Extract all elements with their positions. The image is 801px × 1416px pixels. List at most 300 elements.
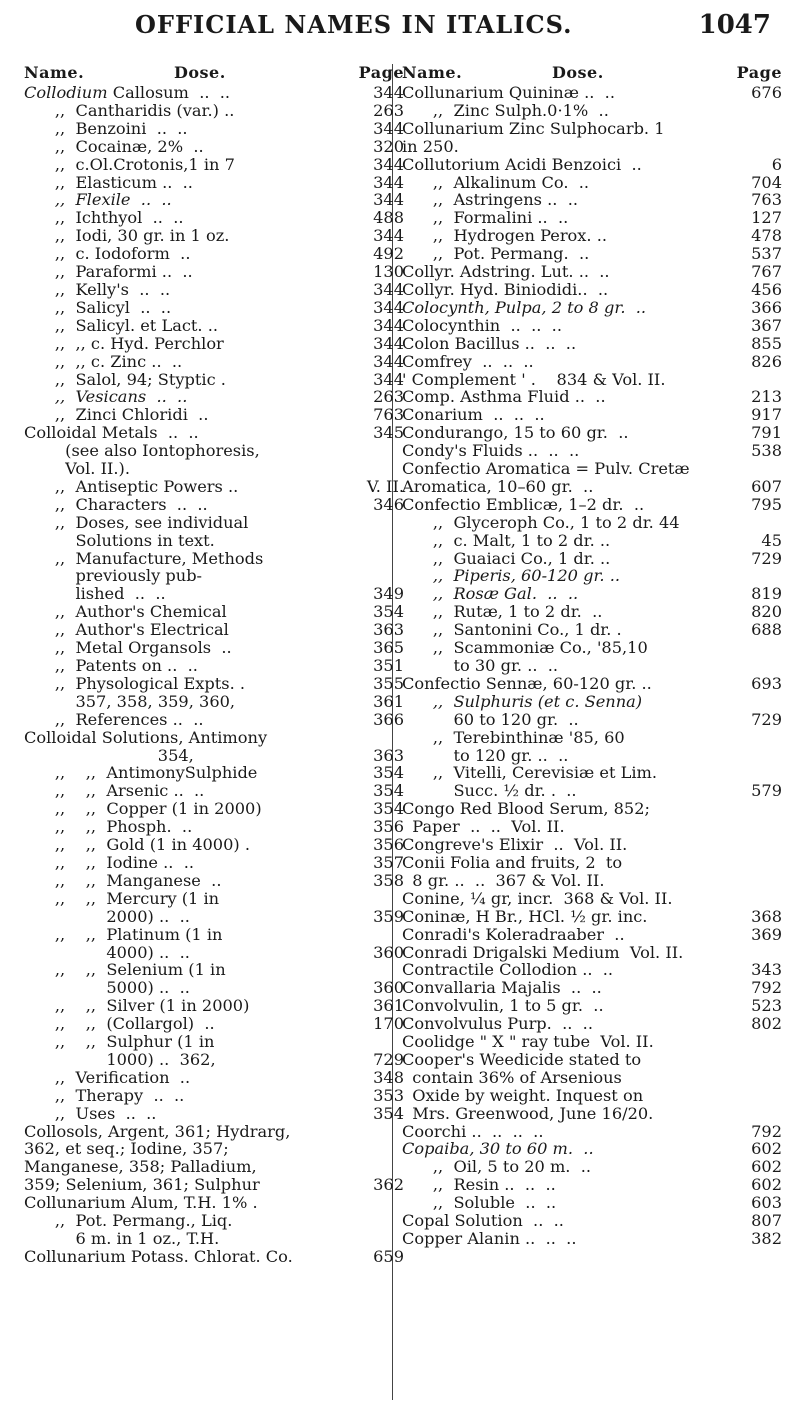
entry-text: ,, Elasticum .. .. bbox=[24, 172, 193, 192]
entry-text: ,, c. Malt, 1 to 2 dr. .. bbox=[402, 530, 611, 550]
entry-page: 792 bbox=[751, 978, 782, 998]
entry-text: ,, ,, Sulphur (1 in bbox=[24, 1032, 215, 1052]
entry-text: ,, Rosæ Gal. .. .. bbox=[402, 584, 579, 604]
entry-page: 353 bbox=[373, 1085, 404, 1105]
index-entry bbox=[402, 979, 782, 997]
entry-page: 676 bbox=[751, 83, 782, 102]
entry-page: 360 bbox=[373, 942, 404, 962]
index-entry bbox=[24, 209, 404, 227]
entry-text: Collosols, Argent, 361; Hydrarg, bbox=[24, 1121, 291, 1141]
index-entry bbox=[402, 836, 782, 854]
index-entry bbox=[24, 1087, 404, 1105]
entry-page: 363 bbox=[373, 745, 404, 765]
index-entry bbox=[402, 263, 782, 281]
entry-page: 602 bbox=[751, 1157, 782, 1177]
entry-page: 354 bbox=[373, 602, 404, 622]
index-entry bbox=[402, 406, 782, 424]
entry-text: ,, Zinc Sulph.0·1% .. bbox=[402, 100, 609, 120]
entry-text: 354, bbox=[24, 745, 194, 765]
entry-page: 360 bbox=[373, 978, 404, 998]
entry-page: 365 bbox=[373, 638, 404, 658]
entry-text: to 120 gr. .. .. bbox=[402, 745, 569, 765]
entry-text: ,, ,, Manganese .. bbox=[24, 870, 222, 890]
page-number: 1047 bbox=[698, 10, 771, 40]
entry-text: Conine, ¼ gr, incr. 368 & Vol. II. bbox=[402, 888, 673, 908]
index-entry bbox=[24, 299, 404, 317]
index-entry bbox=[402, 1105, 782, 1123]
entry-text: Colocynthin .. .. .. bbox=[402, 315, 562, 335]
entry-text: ,, Terebinthinæ '85, 60 bbox=[402, 727, 625, 747]
index-entry bbox=[24, 1140, 404, 1158]
index-entry bbox=[24, 818, 404, 836]
index-entry bbox=[24, 1015, 404, 1033]
entry-text: ,, Vitelli, Cerevisiæ et Lim. bbox=[402, 763, 658, 783]
index-entry bbox=[24, 371, 404, 389]
index-entry bbox=[24, 675, 404, 693]
index-entry bbox=[402, 1015, 782, 1033]
index-entry bbox=[402, 818, 782, 836]
index-entry bbox=[402, 1176, 782, 1194]
index-entry bbox=[24, 764, 404, 782]
index-entry bbox=[24, 478, 404, 496]
index-entry bbox=[402, 102, 782, 120]
entry-text: Collunarium Zinc Sulphocarb. 1 bbox=[402, 118, 665, 138]
entry-page: 45 bbox=[761, 530, 782, 550]
entry-text: Conii Folia and fruits, 2 to bbox=[402, 852, 623, 872]
entry-text: 8 gr. .. .. 367 & Vol. II. bbox=[402, 870, 605, 890]
entry-text: ,, ,, Copper (1 in 2000) bbox=[24, 799, 262, 819]
index-entry bbox=[402, 711, 782, 729]
index-entry bbox=[24, 1230, 404, 1248]
right-column bbox=[402, 64, 782, 1248]
entry-text: ,, Zinci Chloridi .. bbox=[24, 405, 209, 425]
entry-text: Confectio Emblicæ, 1–2 dr. .. bbox=[402, 494, 645, 514]
entry-page: 6 bbox=[771, 154, 782, 174]
index-entry bbox=[402, 585, 782, 603]
index-entry bbox=[24, 550, 404, 568]
index-entry bbox=[402, 496, 782, 514]
entry-text: Collunarium Alum, T.H. 1% . bbox=[24, 1193, 258, 1213]
index-entry bbox=[24, 496, 404, 514]
index-entry bbox=[24, 1051, 404, 1069]
index-entry bbox=[402, 550, 782, 568]
entry-page: 170 bbox=[373, 1014, 404, 1034]
index-entry bbox=[402, 1087, 782, 1105]
entry-text: ,, Characters .. .. bbox=[24, 494, 208, 514]
index-entry bbox=[402, 174, 782, 192]
index-entry bbox=[24, 944, 404, 962]
index-entry bbox=[24, 872, 404, 890]
entry-text: Cooper's Weedicide stated to bbox=[402, 1049, 642, 1069]
index-entry bbox=[24, 532, 404, 550]
index-entry bbox=[402, 800, 782, 818]
entry-text: ,, Scammoniæ Co., '85,10 bbox=[402, 638, 648, 658]
entry-page: 357 bbox=[373, 852, 404, 872]
entry-page: 538 bbox=[751, 441, 782, 461]
entry-text: ,, Sulphuris (et c. Senna) bbox=[402, 691, 643, 711]
index-entry bbox=[402, 478, 782, 496]
index-entry bbox=[402, 138, 782, 156]
dose-heading: Dose. bbox=[552, 63, 604, 82]
entry-page: 348 bbox=[373, 1067, 404, 1087]
entry-text: Coorchi .. .. .. .. bbox=[402, 1121, 544, 1141]
entry-page: 607 bbox=[751, 476, 782, 496]
entry-text: previously pub- bbox=[24, 566, 203, 586]
entry-text: ,, ,, c. Zinc .. .. bbox=[24, 351, 183, 371]
entry-page: 354 bbox=[373, 1103, 404, 1123]
entry-page: 355 bbox=[373, 673, 404, 693]
entry-text: ,, ,, Platinum (1 in bbox=[24, 924, 223, 944]
entry-page: 492 bbox=[373, 244, 404, 264]
entry-text: Convolvulin, 1 to 5 gr. .. bbox=[402, 996, 604, 1016]
entry-page: 344 bbox=[373, 279, 404, 299]
index-entry bbox=[402, 299, 782, 317]
entry-text: ,, Vesicans .. .. bbox=[24, 387, 188, 407]
entry-page: 344 bbox=[373, 226, 404, 246]
entry-page: 369 bbox=[751, 924, 782, 944]
entry-text: ,, Oil, 5 to 20 m. .. bbox=[402, 1157, 592, 1177]
entry-text: ,, ,, c. Hyd. Perchlor bbox=[24, 333, 224, 353]
index-entry bbox=[24, 1105, 404, 1123]
index-entry bbox=[24, 263, 404, 281]
entry-text: Succ. ½ dr. . .. bbox=[402, 781, 577, 801]
entry-text: ,, Glyceroph Co., 1 to 2 dr. 44 bbox=[402, 512, 680, 532]
index-entry bbox=[402, 514, 782, 532]
entry-page: 130 bbox=[373, 262, 404, 282]
entry-text: 1000) .. 362, bbox=[24, 1049, 216, 1069]
entry-text: ,, Astringens .. .. bbox=[402, 190, 578, 210]
entry-page: 523 bbox=[751, 996, 782, 1016]
entry-text: Colon Bacillus .. .. .. bbox=[402, 333, 577, 353]
entry-text: ,, Flexile .. .. bbox=[24, 190, 172, 210]
entry-page: 344 bbox=[373, 351, 404, 371]
entry-text: ,, Patents on .. .. bbox=[24, 656, 198, 675]
entry-text: (see also Iontophoresis, bbox=[24, 441, 260, 461]
entry-text: Congo Red Blood Serum, 852; bbox=[402, 799, 650, 819]
entry-text: 357, 358, 359, 360, bbox=[24, 691, 236, 711]
entry-page: 344 bbox=[373, 172, 404, 192]
index-entry bbox=[402, 872, 782, 890]
index-entry bbox=[24, 406, 404, 424]
index-entry bbox=[402, 997, 782, 1015]
entry-text: 4000) .. .. bbox=[24, 942, 190, 962]
index-entry bbox=[402, 442, 782, 460]
entry-text: ,, Uses .. .. bbox=[24, 1103, 157, 1123]
entry-lead: Collodium bbox=[24, 83, 108, 102]
page-title: OFFICIAL NAMES IN ITALICS. bbox=[135, 10, 573, 39]
entry-text: Confectio Aromatica = Pulv. Cretæ bbox=[402, 459, 690, 479]
index-entry bbox=[24, 836, 404, 854]
index-entry bbox=[24, 908, 404, 926]
index-entry bbox=[402, 1194, 782, 1212]
entry-text: Condurango, 15 to 60 gr. .. bbox=[402, 423, 629, 443]
entry-text: Coolidge " X " ray tube Vol. II. bbox=[402, 1032, 654, 1052]
dose-heading: Dose. bbox=[174, 63, 226, 82]
index-entry bbox=[24, 926, 404, 944]
entry-text: ,, ,, Phosph. .. bbox=[24, 817, 193, 837]
entry-page: 802 bbox=[751, 1014, 782, 1034]
index-entry bbox=[402, 335, 782, 353]
index-entry bbox=[402, 191, 782, 209]
entry-text: ,, Formalini .. .. bbox=[402, 208, 569, 228]
index-entry bbox=[24, 353, 404, 371]
index-entry bbox=[402, 1123, 782, 1141]
entry-text: Congreve's Elixir .. Vol. II. bbox=[402, 835, 628, 855]
entry-text: ,, Verification .. bbox=[24, 1067, 191, 1087]
index-entry bbox=[24, 514, 404, 532]
entry-page: 354 bbox=[373, 763, 404, 783]
entry-page: 456 bbox=[751, 279, 782, 299]
index-entry bbox=[402, 908, 782, 926]
entry-page: 213 bbox=[751, 387, 782, 407]
entry-text: Copaiba, 30 to 60 m. .. bbox=[402, 1139, 594, 1159]
entry-text: ,, Santonini Co., 1 dr. . bbox=[402, 620, 622, 640]
index-entry bbox=[24, 227, 404, 245]
entry-page: 349 bbox=[373, 584, 404, 604]
page-header bbox=[0, 4, 801, 44]
left-column-header bbox=[24, 64, 404, 84]
entry-text: ,, Pot. Permang., Liq. bbox=[24, 1211, 233, 1231]
entry-page: 359 bbox=[373, 906, 404, 926]
entry-text: Conarium .. .. .. bbox=[402, 405, 545, 425]
index-entry bbox=[24, 567, 404, 585]
entry-page: 343 bbox=[751, 960, 782, 980]
entry-page: 367 bbox=[751, 315, 782, 335]
entry-text: 2000) .. .. bbox=[24, 906, 190, 926]
entry-text: ,, Cocainæ, 2% .. bbox=[24, 136, 204, 156]
entry-page: 344 bbox=[373, 333, 404, 353]
entry-text: Oxide by weight. Inquest on bbox=[402, 1085, 644, 1105]
entry-text: ,, Therapy .. .. bbox=[24, 1085, 185, 1105]
index-entry bbox=[24, 890, 404, 908]
page-heading: Page bbox=[736, 63, 782, 82]
entry-page: 344 bbox=[373, 154, 404, 174]
index-entry bbox=[24, 156, 404, 174]
entry-page: 729 bbox=[751, 709, 782, 729]
entry-page: 263 bbox=[373, 387, 404, 407]
index-entry bbox=[402, 926, 782, 944]
index-entry bbox=[24, 120, 404, 138]
index-entry bbox=[24, 979, 404, 997]
index-entry bbox=[24, 1123, 404, 1141]
index-entry bbox=[24, 711, 404, 729]
entry-page: 358 bbox=[373, 870, 404, 890]
index-entry bbox=[402, 388, 782, 406]
entry-text: Comfrey .. .. .. bbox=[402, 351, 534, 371]
index-entry bbox=[402, 657, 782, 675]
index-entry bbox=[24, 1033, 404, 1051]
index-entry bbox=[24, 335, 404, 353]
entry-text: Collyr. Adstring. Lut. .. .. bbox=[402, 262, 610, 282]
entry-page: 478 bbox=[751, 226, 782, 246]
entry-text: Paper .. .. Vol. II. bbox=[402, 817, 565, 837]
index-entry bbox=[24, 138, 404, 156]
entry-page: 693 bbox=[751, 673, 782, 693]
index-entry bbox=[402, 782, 782, 800]
page-heading: Page bbox=[358, 63, 404, 82]
entry-page: 345 bbox=[373, 423, 404, 443]
index-entry bbox=[402, 693, 782, 711]
index-entry bbox=[402, 621, 782, 639]
entry-text: ,, ,, Arsenic .. .. bbox=[24, 781, 205, 801]
entry-text: Conradi's Koleradraaber .. bbox=[402, 924, 625, 944]
entry-page: 361 bbox=[373, 691, 404, 711]
index-entry bbox=[402, 603, 782, 621]
entry-text: ' Complement ' . 834 & Vol. II. bbox=[402, 369, 666, 389]
index-entry bbox=[402, 1069, 782, 1087]
entry-page: 344 bbox=[373, 315, 404, 335]
entry-page: 792 bbox=[751, 1121, 782, 1141]
left-column bbox=[24, 64, 404, 1266]
entry-text: ,, ,, Mercury (1 in bbox=[24, 888, 220, 908]
index-entry bbox=[402, 639, 782, 657]
entry-text: Collyr. Hyd. Biniodidi.. .. bbox=[402, 279, 609, 299]
index-entry bbox=[402, 424, 782, 442]
index-entry bbox=[24, 693, 404, 711]
index-entry bbox=[24, 1158, 404, 1176]
index-entry bbox=[402, 209, 782, 227]
index-entry bbox=[24, 281, 404, 299]
entry-text: Colocynth, Pulpa, 2 to 8 gr. .. bbox=[402, 297, 647, 317]
entry-text: ,, Ichthyol .. .. bbox=[24, 208, 184, 228]
entry-text: ,, Rutæ, 1 to 2 dr. .. bbox=[402, 602, 603, 622]
name-heading: Name. bbox=[402, 63, 463, 82]
right-column-header bbox=[402, 64, 782, 84]
name-heading: Name. bbox=[24, 63, 85, 82]
entry-text: ,, Benzoini .. .. bbox=[24, 118, 188, 138]
index-entry bbox=[24, 657, 404, 675]
index-entry bbox=[402, 961, 782, 979]
index-entry bbox=[24, 317, 404, 335]
entry-page: 820 bbox=[751, 602, 782, 622]
entry-text: Collutorium Acidi Benzoici .. bbox=[402, 154, 642, 174]
entry-text: ,, Resin .. .. .. bbox=[402, 1175, 556, 1195]
entry-text: Aromatica, 10–60 gr. .. bbox=[402, 476, 594, 496]
index-entry bbox=[402, 764, 782, 782]
index-entry bbox=[402, 156, 782, 174]
index-entry bbox=[24, 1248, 404, 1266]
entry-text: ,, Pot. Permang. .. bbox=[402, 244, 590, 264]
entry-text: Callosum .. .. bbox=[107, 83, 231, 102]
index-entry bbox=[402, 944, 782, 962]
entry-text: Colloidal Metals .. .. bbox=[24, 423, 199, 443]
entry-text: Copper Alanin .. .. .. bbox=[402, 1229, 577, 1248]
entry-text: ,, Paraformi .. .. bbox=[24, 262, 193, 282]
entry-text: ,, ,, Selenium (1 in bbox=[24, 960, 226, 980]
entry-text: ,, ,, Silver (1 in 2000) bbox=[24, 996, 250, 1016]
entry-text: ,, Guaiaci Co., 1 dr. .. bbox=[402, 548, 611, 568]
entry-page: 855 bbox=[751, 333, 782, 353]
entry-text: ,, Salicyl .. .. bbox=[24, 297, 172, 317]
entry-page: 320 bbox=[373, 136, 404, 156]
index-entry bbox=[24, 102, 404, 120]
index-entry bbox=[402, 1033, 782, 1051]
index-entry bbox=[402, 120, 782, 138]
entry-page: 603 bbox=[751, 1193, 782, 1213]
entry-page: 356 bbox=[373, 817, 404, 837]
entry-page: 537 bbox=[751, 244, 782, 264]
entry-page: 704 bbox=[751, 172, 782, 192]
index-entry bbox=[24, 388, 404, 406]
index-entry bbox=[24, 191, 404, 209]
index-entry bbox=[24, 442, 404, 460]
entry-page: 368 bbox=[751, 906, 782, 926]
entry-text: ,, Salol, 94; Styptic . bbox=[24, 369, 226, 389]
entry-page: 763 bbox=[373, 405, 404, 425]
index-entry bbox=[24, 585, 404, 603]
entry-text: ,, Iodi, 30 gr. in 1 oz. bbox=[24, 226, 230, 246]
entry-page: 795 bbox=[751, 494, 782, 514]
entry-page: 382 bbox=[751, 1229, 782, 1248]
entry-text: Condy's Fluids .. .. .. bbox=[402, 441, 580, 461]
index-entry bbox=[24, 245, 404, 263]
entry-page: 366 bbox=[751, 297, 782, 317]
index-entry bbox=[24, 621, 404, 639]
index-entry bbox=[24, 1069, 404, 1087]
entry-page: 344 bbox=[373, 369, 404, 389]
entry-page: 659 bbox=[373, 1246, 404, 1266]
entry-page: 363 bbox=[373, 620, 404, 640]
entry-page: 263 bbox=[373, 100, 404, 120]
entry-text: Manganese, 358; Palladium, bbox=[24, 1157, 257, 1177]
index-entry bbox=[402, 747, 782, 765]
index-entry bbox=[402, 281, 782, 299]
entry-text: ,, c. Iodoform .. bbox=[24, 244, 191, 264]
entry-text: ,, ,, Iodine .. .. bbox=[24, 852, 195, 872]
entry-text: Coninæ, H Br., HCl. ½ gr. inc. bbox=[402, 906, 648, 926]
index-entry bbox=[24, 997, 404, 1015]
entry-text: 359; Selenium, 361; Sulphur bbox=[24, 1175, 260, 1195]
entry-page: 826 bbox=[751, 351, 782, 371]
entry-text: ,, References .. .. bbox=[24, 709, 204, 729]
entry-page: 361 bbox=[373, 996, 404, 1016]
entry-page: 602 bbox=[751, 1139, 782, 1159]
entry-page: 344 bbox=[373, 297, 404, 317]
entry-page: 729 bbox=[373, 1049, 404, 1069]
entry-page: 763 bbox=[751, 190, 782, 210]
entry-text: ,, Manufacture, Methods bbox=[24, 548, 264, 568]
index-entry bbox=[402, 675, 782, 693]
entry-text: 6 m. in 1 oz., T.H. bbox=[24, 1229, 220, 1248]
entry-text: Vol. II.). bbox=[24, 459, 130, 479]
entry-page: 579 bbox=[751, 781, 782, 801]
entry-page: 362 bbox=[373, 1175, 404, 1195]
entry-page: 366 bbox=[373, 709, 404, 729]
index-entry bbox=[24, 603, 404, 621]
index-entry bbox=[24, 424, 404, 442]
entry-text: ,, Author's Chemical bbox=[24, 602, 227, 622]
entry-page: 488 bbox=[373, 208, 404, 228]
index-entry bbox=[402, 227, 782, 245]
index-entry bbox=[402, 245, 782, 263]
index-entry bbox=[24, 854, 404, 872]
entry-text: ,, Alkalinum Co. .. bbox=[402, 172, 590, 192]
entry-text: ,, Hydrogen Perox. .. bbox=[402, 226, 608, 246]
entry-text: Confectio Sennæ, 60-120 gr. .. bbox=[402, 673, 652, 693]
entry-page: 344 bbox=[373, 118, 404, 138]
index-entry bbox=[402, 854, 782, 872]
entry-text: ,, Kelly's .. .. bbox=[24, 279, 171, 299]
index-entry bbox=[24, 639, 404, 657]
index-entry bbox=[24, 1194, 404, 1212]
entry-text: Conradi Drigalski Medium Vol. II. bbox=[402, 942, 684, 962]
entry-page: 791 bbox=[751, 423, 782, 443]
entry-text: ,, Cantharidis (var.) .. bbox=[24, 100, 235, 120]
index-entry bbox=[402, 1051, 782, 1069]
entry-page: 354 bbox=[373, 799, 404, 819]
entry-text: Convolvulus Purp. .. .. bbox=[402, 1014, 593, 1034]
entry-text: 60 to 120 gr. .. bbox=[402, 709, 579, 729]
